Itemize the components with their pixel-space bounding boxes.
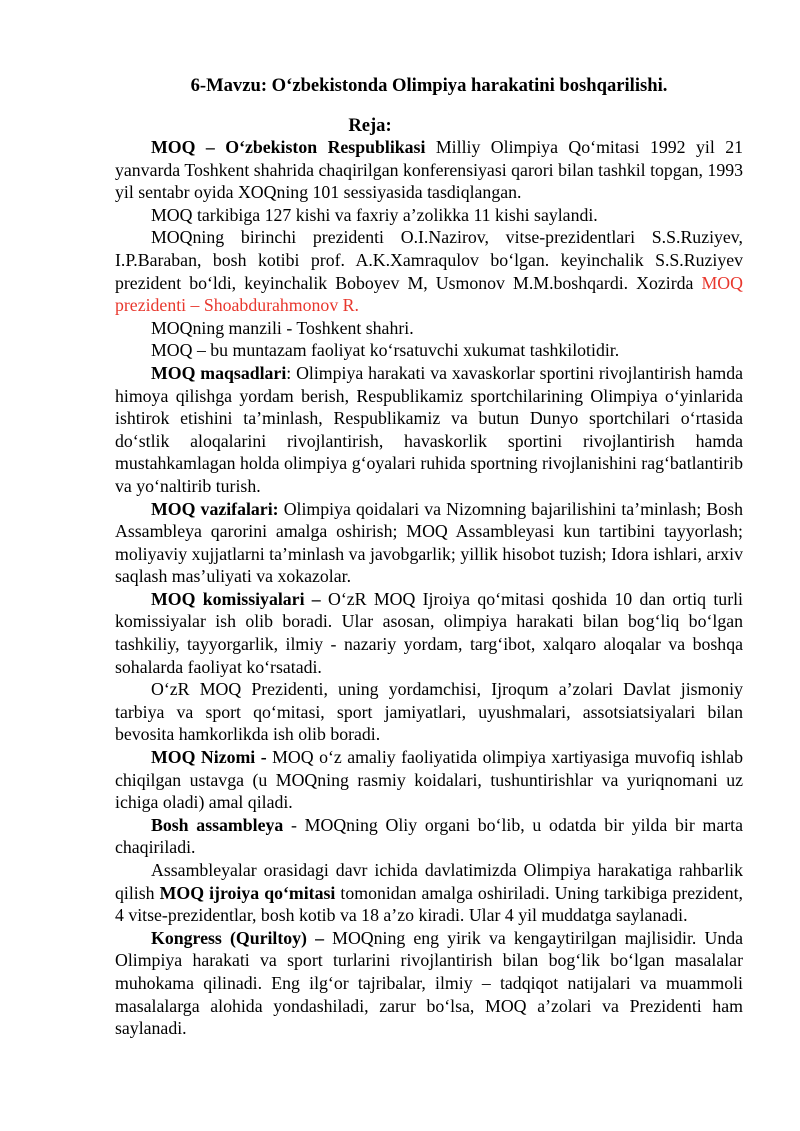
paragraph-lead: MOQ – O‘zbekiston Respublikasi (151, 137, 426, 157)
paragraph-lead: MOQ maqsadlari (151, 362, 287, 383)
paragraph-text-continued: tomonidan amalga oshiriladi. Uning tarkibiga prezident, 4 vitse-prezidentlar, bosh kotib va 18 a’zo kiradi. Ular 4 yil muddatga saylanadi. (115, 882, 743, 926)
paragraph-congress (115, 927, 743, 1040)
paragraph-text: MOQning manzili - Toshkent shahri. (151, 317, 414, 338)
plan-heading: Reja: (348, 115, 392, 136)
paragraph-text: Olimpiya qoidalari va Nizomning bajarilishini ta’minlash; Bosh Assambleya qarorini amalga oshirish; MOQ Assambleyasi kun tartibini tayyorlash; moliyaviy xujjatlarni ta’minlash va javobgarlik; yillik hisobot tuzish; Idora ishlari, arxiv saqlash mas’uliyati va xokazolar. (115, 498, 743, 587)
paragraph-text: : Olimpiya harakati va xavaskorlar sportini rivojlantirish hamda himoya qilishga yordam berish, Respublikamiz sportchilarining Olimpiya o‘yinlarida ishtirok etishini ta’minlash, Respublikamiz va butun Dunyo sportchilari o‘rtasida do‘stlik aloqalarini rivojlantirish, havaskorlik sportini rivojlantirish hamda mustahkamlagan holda olimpiya g‘oyalari ruhida sportning rivojlanishini rag‘batlantirib va yo‘naltirib turish. (115, 362, 743, 496)
paragraph-text: Assambleyalar orasidagi davr ichida davlatimizda Olimpiya harakatiga rahbarlik qilish (115, 860, 743, 903)
paragraph-address (115, 317, 743, 340)
paragraph-lead: MOQ Nizomi - (151, 747, 267, 768)
paragraph-commissions (115, 588, 743, 678)
paragraph-members (115, 204, 743, 227)
paragraph-tasks (115, 498, 743, 588)
document-body (115, 136, 743, 1040)
paragraph-text: MOQ – bu muntazam faoliyat ko‘rsatuvchi xukumat tashkilotidir. (151, 340, 620, 361)
executive-committee-term: MOQ ijroiya qo‘mitasi (159, 882, 336, 903)
paragraph-goals (115, 362, 743, 498)
paragraph-moq-intro (115, 136, 743, 204)
paragraph-organization (115, 339, 743, 362)
paragraph-lead: Kongress (Quriltoy) – (151, 927, 325, 948)
paragraph-text: MOQ o‘z amaliy faoliyatida olimpiya xartiyasiga muvofiq ishlab chiqilgan ustavga (u MOQning rasmiy koidalari, tushuntirishlar va yuriqnomani uz ichiga oladi) amal qiladi. (115, 747, 743, 813)
paragraph-text: MOQning eng yirik va kengaytirilgan majlisidir. Unda Olimpiya harakati va sport turlarini rivojlantirish bilan bog‘lik bo‘lgan masalalar muhokama qilinadi. Eng ilg‘or tajribalar, ilmiy – tadqiqot natijalari va muammoli masalalarga alohida yondashiladi, zarur bo‘lsa, MOQ a’zolari va Prezidenti ham saylanadi. (115, 927, 743, 1039)
current-president-highlight: MOQ prezidenti – Shoabdurahmonov R. (115, 272, 743, 316)
paragraph-lead: MOQ vazifalari: (151, 498, 279, 519)
paragraph-presidents (115, 226, 743, 316)
paragraph-text: MOQ tarkibiga 127 kishi va faxriy a’zolikka 11 kishi saylandi. (151, 204, 598, 225)
paragraph-executive-committee (115, 859, 743, 927)
paragraph-general-assembly (115, 814, 743, 859)
document-title: 6-Mavzu: O‘zbekistonda Olimpiya harakatini boshqarilishi. (190, 75, 668, 96)
paragraph-text: O‘zR MOQ Prezidenti, uning yordamchisi, Ijroqum a’zolari Davlat jismoniy tarbiya va sport qo‘mitasi, sport jamiyatlari, uyushmalari, assotsiatsiyalari bilan bevosita hamkorlikda ish olib boradi. (115, 679, 743, 745)
paragraph-text: MOQning birinchi prezidenti O.I.Nazirov, vitse-prezidentlari S.S.Ruziyev, I.P.Baraban, bosh kotibi prof. A.K.Xamraqulov bo‘lgan. keyinchalik S.S.Ruziyev prezident bo‘ldi, keyinchalik Boboyev M, Usmonov M.M.boshqardi. Xozirda (115, 227, 743, 293)
paragraph-lead: MOQ komissiyalari – (151, 588, 321, 609)
paragraph-lead: Bosh assambleya (151, 814, 284, 835)
paragraph-charter (115, 746, 743, 814)
paragraph-text: O‘zR MOQ Ijroiya qo‘mitasi qoshida 10 dan ortiq turli komissiyalar ish olib boradi. Ular asosan, olimpiya harakati bilan bog‘liq bo‘lgan tashkiliy, tayyorgarlik, ilmiy - nazariy yordam, targ‘ibot, xalqaro aloqalar va boshqa sohalarda faoliyat ko‘rsatadi. (115, 588, 743, 677)
paragraph-cooperation (115, 678, 743, 746)
paragraph-text: - MOQning Oliy organi bo‘lib, u odatda bir yilda bir marta chaqiriladi. (115, 814, 743, 858)
paragraph-text: Milliy Olimpiya Qo‘mitasi 1992 yil 21 yanvarda Toshkent shahrida chaqirilgan konferensiyasi qarori bilan tashkil topgan, 1993 yil sentabr oyida XOQning 101 sessiyasida tasdiqlangan. (115, 137, 744, 203)
